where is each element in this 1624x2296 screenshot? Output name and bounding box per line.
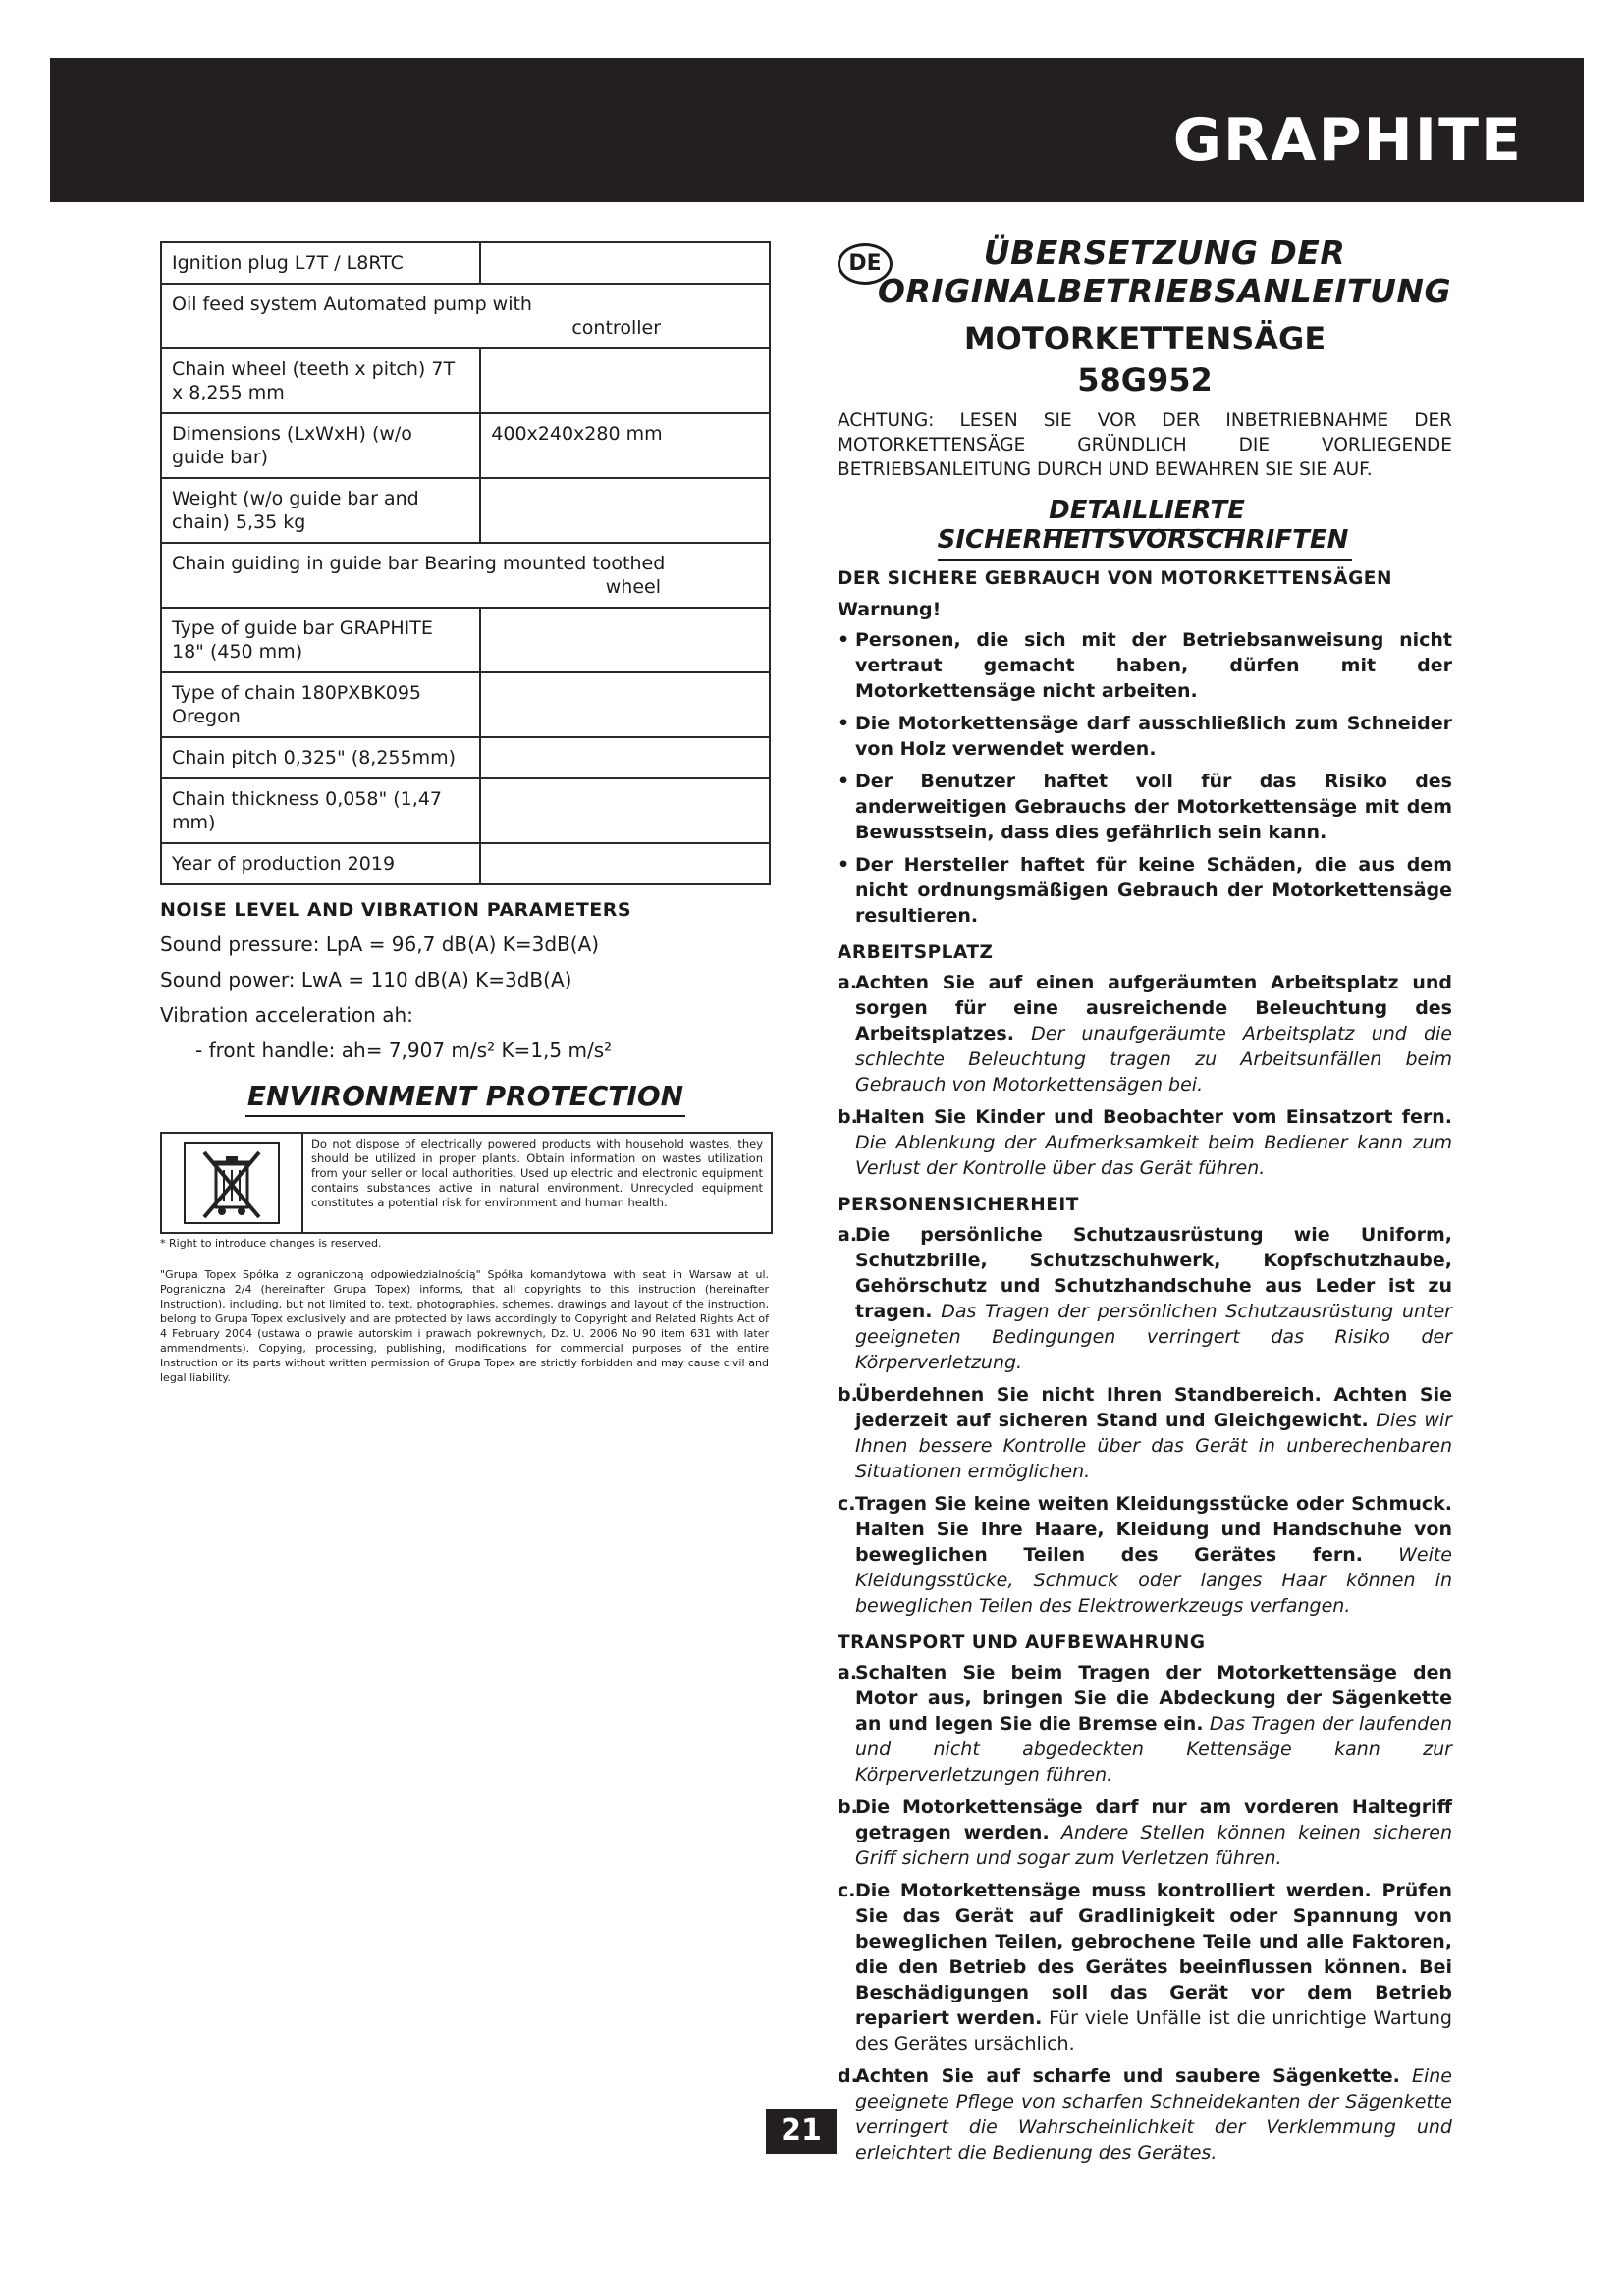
brand-logo: GRAPHITE xyxy=(1172,106,1523,175)
spec-value xyxy=(480,843,770,884)
page-number: 21 xyxy=(766,2109,837,2154)
list-item: b. Überdehnen Sie nicht Ihren Standbereich. Achten Sie jederzeit auf sicheren Stand und Gleichgewicht. Dies wir Ihnen bessere Kontrolle über das Gerät in unberechenbaren Situationen ermöglichen. xyxy=(838,1384,1452,1482)
warning-bullets xyxy=(838,627,1452,929)
list-item: a. Achten Sie auf einen aufgeräumten Arbeitsplatz und sorgen für eine ausreichende Beleuchtung des Arbeitsplatzes. Der unaufgeräumte Arbeitsplatz und die schlechte Beleuchtung tragen zu Arbeitsunfällen beim Gebrauch von Motorkettensägen bei. xyxy=(838,972,1452,1095)
copyright-notice: "Grupa Topex Spółka z ograniczoną odpowiedzialnością" Spółka komandytowa with seat in Warsaw at ul. Pograniczna 2/4 (hereinafter Grupa Topex) informs, that all copyrights to this instruction (hereinafter Instruction), including, but not limited to, text, photographies, schemes, drawings and layout of the instruction, belong to Grupa Topex exclusively and are protected by laws accordingly to Copyright and Related Rights Act of 4 February 2004 (ustawa o prawie autorskim i prawach pokrewnych, Dz. U. 2006 No 90 item 631 with later ammendments). Copying, processing, publishing, modifications for commercial purposes of the entire Instruction or its parts without written permission of Grupa Topex are strictly forbidden and may cause civil and legal liability. xyxy=(160,1268,769,1384)
translation-title: ÜBERSETZUNG DER ORIGINALBETRIEBSANLEITUNG xyxy=(877,234,1452,310)
transport-heading: TRANSPORT UND AUFBEWAHRUNG xyxy=(838,1632,1206,1653)
spec-label: Ignition plug L7T / L8RTC xyxy=(161,242,480,284)
list-item: c. Tragen Sie keine weiten Kleidungsstücke oder Schmuck. Halten Sie Ihre Haare, Kleidung und Handschuhe von beweglichen Teilen des Gerätes fern. Weite Kleidungsstücke, Schmuck oder langes Haar können in beweglichen Teilen des Elektrowerkzeugs verfangen. xyxy=(838,1493,1452,1617)
environment-heading: ENVIRONMENT PROTECTION xyxy=(160,1080,771,1112)
attention-notice: ACHTUNG: LESEN SIE VOR DER INBETRIEBNAHME DER MOTORKETTENSÄGE GRÜNDLICH DIE VORLIEGENDE BETRIEBSANLEITUNG DURCH UND BEWAHREN SIE SIE AUF. xyxy=(838,410,1452,480)
spec-row xyxy=(161,478,770,543)
spec-value xyxy=(480,737,770,778)
spec-value xyxy=(480,478,770,543)
spec-row xyxy=(161,284,770,348)
spec-label: Chain thickness 0,058" (1,47 mm) xyxy=(161,778,480,843)
warning-bullet: • Der Benutzer haftet voll für das Risiko des anderweitigen Gebrauchs der Motorkettensäge mit dem Bewusstsein, dass dies gefährlich sein kann. xyxy=(838,771,1452,843)
list-item: a. Die persönliche Schutzausrüstung wie Uniform, Schutzbrille, Schutzschuhwerk, Kopfschutzhaube, Gehörschutz und Schutzhandschuhe aus Leder ist zu tragen. Das Tragen der persönlichen Schutzausrüstung unter geeigneten Bedingungen verringert das Risiko der Körperverletzung. xyxy=(838,1224,1452,1373)
list-item: c. Die Motorkettensäge muss kontrolliert werden. Prüfen Sie das Gerät auf Gradlinigkeit oder Spannung von beweglichen Teilen, gebrochene Teile und alle Faktoren, die den Betrieb des Gerätes beeinflussen können. Bei Beschädigungen soll das Gerät vor dem Betrieb repariert werden. Für viele Unfälle ist die unrichtige Wartung des Gerätes ursächlich. xyxy=(838,1880,1452,2055)
product-name: MOTORKETTENSÄGE xyxy=(963,320,1326,357)
list-item: b. Die Motorkettensäge darf nur am vorderen Haltegriff getragen werden. Andere Stellen können keinen sicheren Griff sichern und sogar zum Verletzen führen. xyxy=(838,1796,1452,1869)
spec-label: Chain pitch 0,325" (8,255mm) xyxy=(161,737,480,778)
spec-row xyxy=(161,413,770,478)
safety-heading: DETAILLIERTE SICHERHEITSVORSCHRIFTEN xyxy=(838,496,1452,555)
transport-list xyxy=(838,1660,1452,2165)
sound-pressure: Sound pressure: LpA = 96,7 dB(A) K=3dB(A) xyxy=(160,933,600,956)
spec-row xyxy=(161,242,770,284)
left-column xyxy=(160,241,771,1385)
spec-label: Chain wheel (teeth x pitch) 7T x 8,255 mm xyxy=(161,348,480,413)
spec-row xyxy=(161,543,770,608)
spec-row xyxy=(161,348,770,413)
spec-row xyxy=(161,672,770,737)
spec-label: Chain guiding in guide bar Bearing mounted toothed wheel xyxy=(161,543,770,608)
list-item: d. Achten Sie auf scharfe und saubere Sägenkette. Eine geeignete Pflege von scharfen Schneidekanten der Sägenkette verringert die Wahrscheinlichkeit der Verklemmung und erleichtert die Bedienung des Gerätes. xyxy=(838,2065,1452,2163)
list-item: b. Halten Sie Kinder und Beobachter vom Einsatzort fern. Die Ablenkung der Aufmerksamkeit beim Bediener kann zum Verlust der Kontrolle über das Gerät führen. xyxy=(838,1106,1452,1179)
spec-value xyxy=(480,608,770,672)
spec-row xyxy=(161,778,770,843)
spec-row xyxy=(161,843,770,884)
arbeitsplatz-list xyxy=(838,970,1452,1181)
vibration-acceleration: Vibration acceleration ah: xyxy=(160,1003,413,1027)
warning-bullet: • Personen, die sich mit der Betriebsanweisung nicht vertraut gemacht haben, dürfen mit der Motorkettensäge nicht arbeiten. xyxy=(838,629,1452,702)
sound-power: Sound power: LwA = 110 dB(A) K=3dB(A) xyxy=(160,968,572,991)
spec-label: Type of guide bar GRAPHITE 18" (450 mm) xyxy=(161,608,480,672)
person-list xyxy=(838,1222,1452,1619)
environment-box xyxy=(160,1132,773,1234)
noise-heading: NOISE LEVEL AND VIBRATION PARAMETERS xyxy=(160,899,632,921)
list-item: a. Schalten Sie beim Tragen der Motorkettensäge den Motor aus, bringen Sie die Abdeckung der Sägenkette an und legen Sie die Bremse ein. Das Tragen der laufenden und nicht abgedeckten Kettensäge kann zur Körperverletzungen führen. xyxy=(838,1662,1453,1786)
rights-note: * Right to introduce changes is reserved. xyxy=(160,1237,382,1250)
spec-value xyxy=(480,778,770,843)
spec-label: Dimensions (LxWxH) (w/o guide bar) xyxy=(161,413,480,478)
arbeitsplatz-heading: ARBEITSPLATZ xyxy=(838,942,994,963)
page-header xyxy=(50,58,1584,202)
person-heading: PERSONENSICHERHEIT xyxy=(838,1195,1079,1215)
spec-value xyxy=(480,242,770,284)
spec-label: Year of production 2019 xyxy=(161,843,480,884)
language-badge: DE xyxy=(838,243,893,285)
spec-value: 400x240x280 mm xyxy=(480,413,770,478)
spec-label: Type of chain 180PXBK095 Oregon xyxy=(161,672,480,737)
product-code: 58G952 xyxy=(1077,361,1213,399)
warning-label: Warnung! xyxy=(838,599,942,620)
spec-value xyxy=(480,348,770,413)
front-handle-vibration: - front handle: ah= 7,907 m/s² K=1,5 m/s² xyxy=(195,1039,613,1062)
crossed-bin-icon xyxy=(162,1134,303,1232)
right-column xyxy=(838,234,1452,2165)
spec-value xyxy=(480,672,770,737)
warning-bullet: • Der Hersteller haftet für keine Schäden, die aus dem nicht ordnungsmäßigen Gebrauch der Motorkettensäge resultieren. xyxy=(838,854,1452,927)
environment-text: Do not dispose of electrically powered products with household wastes, they should be utilized in proper plants. Obtain information on wastes utilization from your seller or local authorities. Used up electric and electronic equipment contains substances active in natural environment. Unrecycled equipment constitutes a potential risk for environment and human health. xyxy=(311,1137,763,1209)
spec-row xyxy=(161,608,770,672)
warning-bullet: • Die Motorkettensäge darf ausschließlich zum Schneider von Holz verwendet werden. xyxy=(838,713,1452,760)
spec-label: Weight (w/o guide bar and chain) 5,35 kg xyxy=(161,478,480,543)
specification-table xyxy=(160,241,771,885)
spec-row xyxy=(161,737,770,778)
spec-label: Oil feed system Automated pump with controller xyxy=(161,284,770,348)
safe-use-heading: DER SICHERE GEBRAUCH VON MOTORKETTENSÄGEN xyxy=(838,568,1392,589)
